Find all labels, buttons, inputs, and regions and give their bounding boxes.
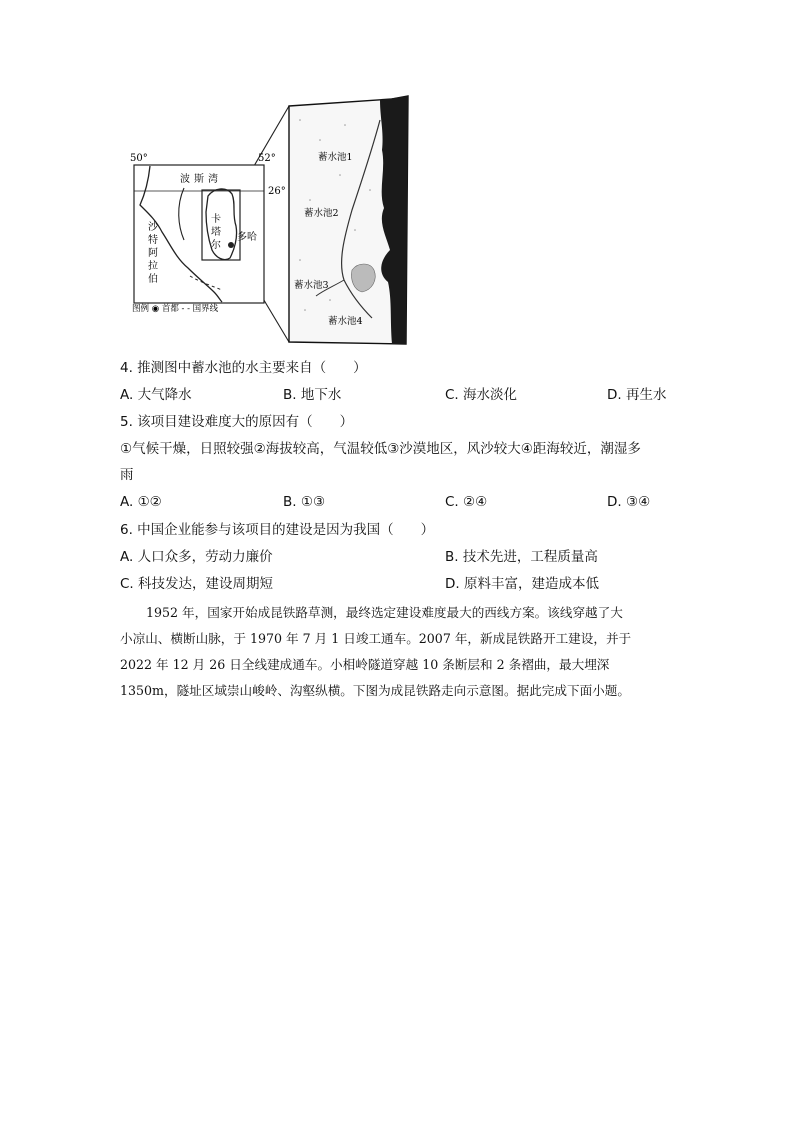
q6-option-b: B. 技术先进，工程质量高 (445, 549, 598, 565)
q5-option-a: A. ①② (120, 494, 162, 510)
lon-label-50: 50° (130, 153, 148, 164)
passage-line: 小凉山、横断山脉，于 1970 年 7 月 1 日竣工通车。2007 年，新成昆铁路开工建设，并于 (120, 631, 632, 646)
qatar-char: 塔 (211, 227, 221, 238)
q4-option-a: A. 大气降水 (120, 387, 192, 403)
reservoir-label-3: 蓄水池3 (294, 280, 329, 291)
passage-line: 1350m，隧址区域崇山峻岭、沟壑纵横。下图为成昆铁路走向示意图。据此完成下面小题。 (120, 683, 630, 698)
q4-option-b: B. 地下水 (283, 387, 342, 403)
saudi-char: 阿 (148, 248, 158, 259)
saudi-char: 伯 (148, 274, 158, 285)
question-6-stem: 6. 中国企业能参与该项目的建设是因为我国（ ） (120, 522, 435, 538)
q4-option-c: C. 海水淡化 (445, 387, 518, 403)
q6-option-c: C. 科技发达，建设周期短 (120, 576, 274, 592)
lon-label-52: 52° (258, 153, 276, 164)
saudi-char: 拉 (148, 261, 158, 272)
q4-option-d: D. 再生水 (607, 387, 667, 403)
q5-option-c: C. ②④ (445, 494, 488, 510)
q5-option-d: D. ③④ (607, 494, 651, 510)
q6-option-d: D. 原料丰富，建造成本低 (445, 576, 599, 592)
reservoir-label-2: 蓄水池2 (304, 208, 339, 219)
q5-option-b: B. ①③ (283, 494, 326, 510)
passage-line: 2022 年 12 月 26 日全线建成通车。小相岭隧道穿越 10 条断层和 2 条褶曲，最大埋深 (120, 657, 610, 672)
reservoir-label-4: 蓄水池4 (328, 316, 363, 327)
qatar-map-figure (0, 0, 794, 360)
saudi-char: 特 (148, 235, 158, 246)
capital-symbol-doha (228, 242, 234, 248)
qatar-char: 卡 (211, 214, 221, 225)
question-5-stem: 5. 该项目建设难度大的原因有（ ） (120, 414, 354, 430)
qatar-char: 尔 (211, 240, 221, 251)
inset-map (289, 96, 408, 344)
q6-option-a: A. 人口众多，劳动力廉价 (120, 549, 273, 565)
question-5-statements-cont: 雨 (120, 467, 134, 483)
gulf-label: 波斯湾 (180, 174, 222, 185)
doha-label: 多哈 (237, 232, 257, 243)
passage-line: 1952 年，国家开始成昆铁路草测，最终选定建设难度最大的西线方案。该线穿越了大 (146, 605, 623, 620)
lat-label-26: 26° (268, 186, 286, 197)
reservoir-label-1: 蓄水池1 (318, 152, 353, 163)
map-legend: 图例 ◉ 首都 - - 国界线 (132, 304, 219, 314)
question-4-stem: 4. 推测图中蓄水池的水主要来自（ ） (120, 360, 367, 376)
saudi-char: 沙 (148, 222, 158, 233)
question-5-statements: ①气候干燥，日照较强②海拔较高，气温较低③沙漠地区，风沙较大④距海较近，潮湿多 (120, 441, 641, 457)
left-map (130, 153, 286, 314)
passage (120, 600, 680, 710)
